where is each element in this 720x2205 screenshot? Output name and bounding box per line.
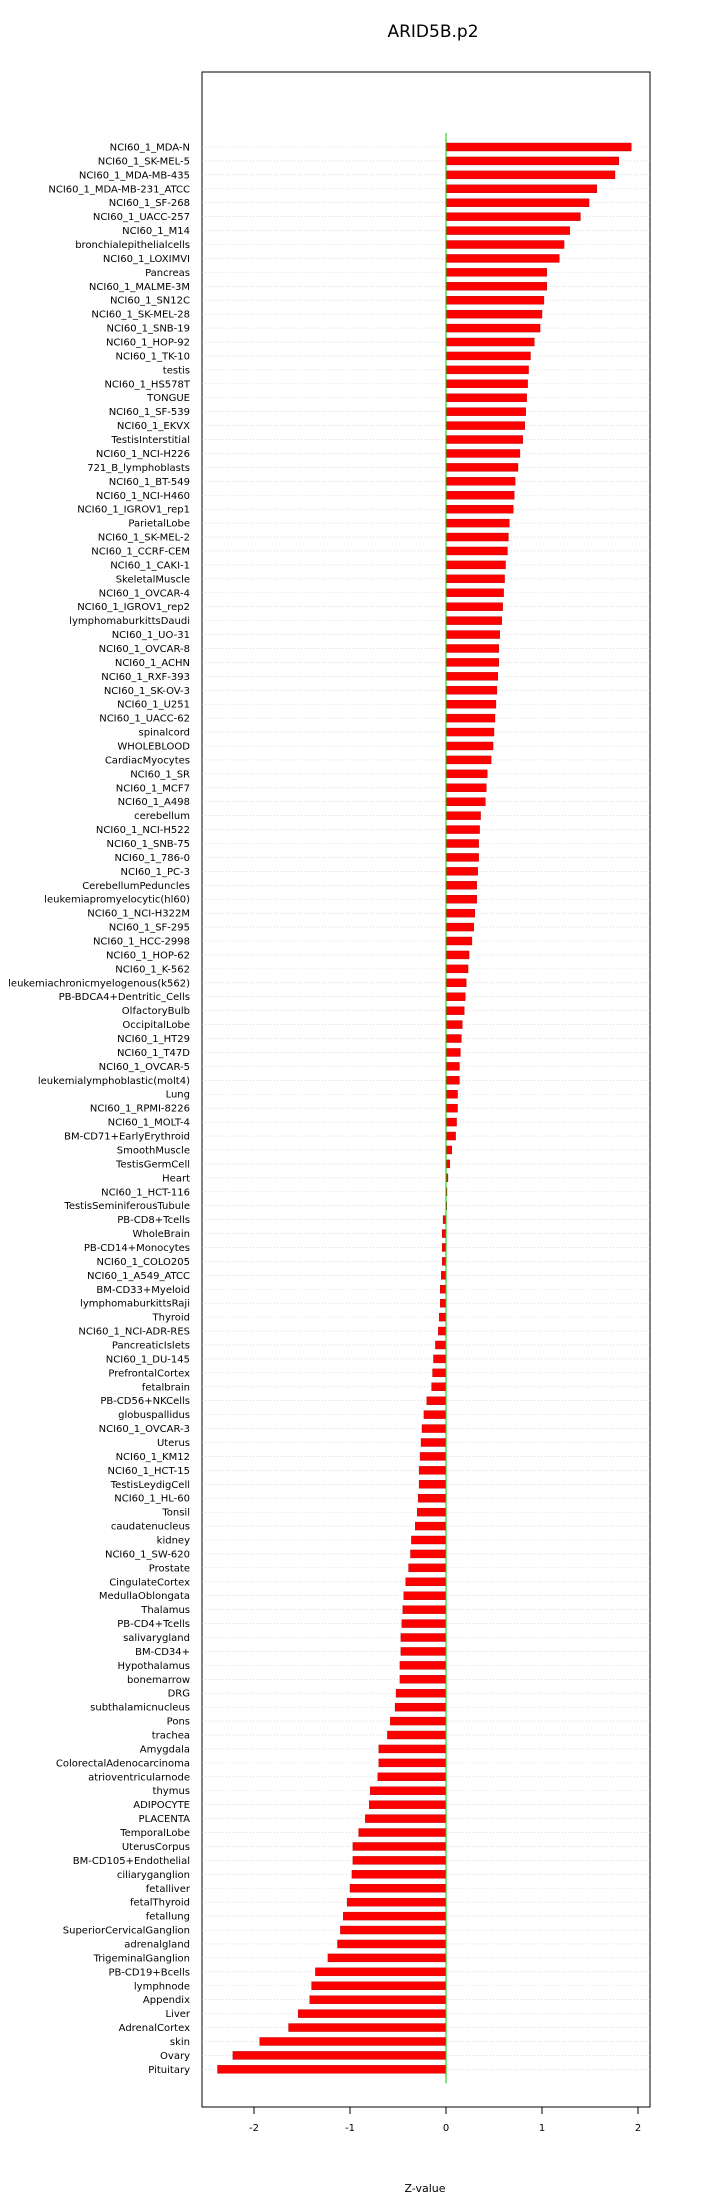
category-label: NCI60_1_A549_ATCC <box>87 1270 190 1282</box>
x-tick-label: 0 <box>442 2123 450 2134</box>
bar <box>446 547 507 555</box>
bar <box>446 631 500 639</box>
category-label: ADIPOCYTE <box>133 1800 190 1812</box>
bar <box>420 1452 446 1460</box>
category-label: Tonsil <box>162 1507 190 1519</box>
category-label: CardiacMyocytes <box>104 755 190 767</box>
category-label: PLACENTA <box>138 1814 190 1826</box>
category-label: NCI60_1_HCT-15 <box>107 1465 190 1477</box>
bar <box>446 1035 461 1043</box>
category-label: caudatenucleus <box>110 1521 190 1533</box>
bar <box>446 394 527 402</box>
bar <box>446 1076 459 1084</box>
bar <box>446 937 472 945</box>
bar <box>446 895 477 903</box>
bar <box>298 2010 446 2018</box>
bar <box>446 812 481 820</box>
bar <box>434 1355 446 1363</box>
category-label: SkeletalMuscle <box>115 574 190 586</box>
category-label: Appendix <box>142 1995 190 2007</box>
category-label: NCI60_1_HOP-62 <box>105 950 190 962</box>
category-label: spinalcord <box>138 727 190 739</box>
category-label: NCI60_1_SN12C <box>109 295 190 307</box>
category-label: NCI60_1_KM12 <box>115 1451 190 1463</box>
bar <box>422 1425 446 1433</box>
bar <box>353 1856 446 1864</box>
category-label: globuspallidus <box>118 1410 190 1422</box>
category-label: Pituitary <box>148 2064 190 2076</box>
category-label: TemporalLobe <box>120 1828 190 1840</box>
bar <box>440 1285 446 1293</box>
category-label: DRG <box>167 1688 190 1700</box>
bar <box>439 1313 446 1321</box>
category-label: PrefrontalCortex <box>108 1368 190 1380</box>
category-label: NCI60_1_HL-60 <box>114 1493 190 1505</box>
bar <box>446 742 493 750</box>
bar <box>365 1815 446 1823</box>
bar <box>446 324 540 332</box>
bar <box>312 1982 446 1990</box>
category-label: Liver <box>165 2009 190 2021</box>
bar <box>446 1118 457 1126</box>
bar <box>446 589 504 597</box>
category-label: Thyroid <box>152 1312 190 1324</box>
category-label: Heart <box>162 1173 190 1185</box>
bar <box>415 1522 446 1530</box>
bar <box>446 1007 464 1015</box>
bar <box>310 1996 446 2004</box>
category-label: NCI60_1_NCI-H460 <box>95 490 190 502</box>
bar <box>401 1634 446 1642</box>
category-label: atrioventricularnode <box>88 1772 190 1784</box>
bar <box>396 1689 446 1697</box>
category-label: NCI60_1_NCI-H226 <box>95 448 190 460</box>
bar <box>411 1536 446 1544</box>
bar <box>359 1829 446 1837</box>
category-label: NCI60_1_MDA-MB-435 <box>78 170 190 182</box>
bar <box>435 1341 446 1349</box>
category-label: WholeBrain <box>132 1229 190 1241</box>
bar <box>446 561 506 569</box>
category-label: Ovary <box>160 2050 190 2062</box>
category-label: Hypothalamus <box>117 1660 190 1672</box>
bar <box>350 1884 446 1892</box>
bar <box>446 644 499 652</box>
category-label: NCI60_1_OVCAR-3 <box>98 1424 190 1436</box>
category-labels <box>8 143 191 2076</box>
category-label: NCI60_1_ACHN <box>114 657 190 669</box>
bar <box>421 1438 446 1446</box>
bar <box>446 951 469 959</box>
category-label: NCI60_1_RPMI-8226 <box>89 1103 190 1115</box>
category-label: PB-CD4+Tcells <box>117 1619 190 1631</box>
category-label: PancreaticIslets <box>111 1340 190 1352</box>
category-label: NCI60_1_UACC-257 <box>92 212 190 224</box>
bar <box>446 422 525 430</box>
bar <box>446 853 479 861</box>
category-label: NCI60_1_SF-268 <box>108 198 190 210</box>
bar <box>446 449 520 457</box>
bar <box>446 993 465 1001</box>
bar <box>446 979 466 987</box>
bar <box>446 505 513 513</box>
category-label: NCI60_1_CCRF-CEM <box>91 546 190 558</box>
bar <box>446 1021 462 1029</box>
category-label: leukemiapromyelocytic(hl60) <box>44 894 190 906</box>
bar <box>446 700 496 708</box>
bar <box>446 408 526 416</box>
bar <box>403 1606 446 1614</box>
bar <box>446 714 495 722</box>
bar <box>438 1327 446 1335</box>
bar <box>446 463 518 471</box>
bar <box>446 603 503 611</box>
bar <box>446 282 547 290</box>
bar <box>446 254 559 262</box>
bar <box>400 1675 446 1683</box>
bar <box>446 770 487 778</box>
category-label: salivarygland <box>123 1633 190 1645</box>
category-label: PB-CD14+Monocytes <box>83 1242 190 1254</box>
category-label: NCI60_1_NCI-H322M <box>87 908 190 920</box>
category-label: NCI60_1_COLO205 <box>96 1256 190 1268</box>
category-label: TrigeminalGanglion <box>93 1953 190 1965</box>
category-label: bonemarrow <box>127 1674 190 1686</box>
bar <box>446 157 619 165</box>
category-label: Prostate <box>148 1563 190 1575</box>
category-label: leukemiachronicmyelogenous(k562) <box>8 978 190 990</box>
category-label: Thalamus <box>141 1605 190 1617</box>
category-label: NCI60_1_BT-549 <box>108 476 190 488</box>
category-label: Pancreas <box>145 267 190 279</box>
bar <box>440 1299 446 1307</box>
category-label: NCI60_1_HS578T <box>104 379 190 391</box>
bar <box>446 519 509 527</box>
category-label: Uterus <box>156 1437 190 1449</box>
x-tick-label: 2 <box>634 2123 642 2134</box>
bar <box>433 1369 446 1377</box>
bar <box>441 1271 446 1279</box>
category-label: BM-CD34+ <box>135 1646 190 1658</box>
bar <box>387 1731 446 1739</box>
category-label: NCI60_1_SK-OV-3 <box>103 685 190 697</box>
bar <box>442 1257 446 1265</box>
bar <box>446 1160 450 1168</box>
category-label: bronchialepithelialcells <box>75 240 190 252</box>
bar <box>442 1243 446 1251</box>
chart-title: ARID5B.p2 <box>387 22 479 42</box>
category-label: PB-CD56+NKCells <box>100 1396 190 1408</box>
bar <box>378 1773 446 1781</box>
category-label: PB-CD8+Tcells <box>117 1215 190 1227</box>
category-label: Lung <box>165 1089 190 1101</box>
bar <box>446 185 597 193</box>
category-label: SuperiorCervicalGanglion <box>62 1925 190 1937</box>
bar <box>419 1466 446 1474</box>
bar <box>446 617 502 625</box>
bar <box>446 798 485 806</box>
bar <box>338 1940 446 1948</box>
bar <box>442 1230 446 1238</box>
category-label: fetallung <box>145 1911 190 1923</box>
category-label: OccipitalLobe <box>122 1020 190 1032</box>
category-label: TONGUE <box>147 393 190 405</box>
category-label: cerebellum <box>134 811 190 823</box>
category-label: NCI60_1_M14 <box>122 226 190 238</box>
bar <box>446 296 544 304</box>
category-label: TestisLeydigCell <box>110 1479 190 1491</box>
bar <box>446 784 486 792</box>
category-label: BM-CD33+Myeloid <box>96 1284 190 1296</box>
category-label: Amygdala <box>139 1744 190 1756</box>
bar <box>446 1090 458 1098</box>
bar <box>418 1494 446 1502</box>
bar <box>446 575 505 583</box>
bar <box>404 1592 446 1600</box>
category-label: ParietalLobe <box>128 518 190 530</box>
category-label: NCI60_1_SR <box>130 769 190 781</box>
bar <box>370 1787 446 1795</box>
bar <box>260 2037 446 2045</box>
bar <box>432 1383 446 1391</box>
category-label: NCI60_1_DU-145 <box>105 1354 190 1366</box>
category-label: NCI60_1_PC-3 <box>120 866 190 878</box>
category-label: TestisInterstitial <box>111 435 190 447</box>
category-label: NCI60_1_UO-31 <box>111 630 190 642</box>
bar <box>446 352 530 360</box>
category-label: OlfactoryBulb <box>121 1006 190 1018</box>
bar <box>446 241 564 249</box>
category-label: NCI60_1_MALME-3M <box>88 281 190 293</box>
category-label: NCI60_1_U251 <box>117 699 190 711</box>
category-label: fetalliver <box>145 1883 190 1895</box>
bar <box>369 1801 446 1809</box>
category-label: lymphomaburkittsRaji <box>80 1298 190 1310</box>
category-label: NCI60_1_HT29 <box>117 1034 190 1046</box>
category-label: CerebellumPeduncles <box>82 880 190 892</box>
category-label: lymphnode <box>133 1981 190 1993</box>
bar <box>446 338 534 346</box>
category-label: NCI60_1_MOLT-4 <box>107 1117 190 1129</box>
bar <box>390 1717 446 1725</box>
category-label: BM-CD105+Endothelial <box>72 1855 190 1867</box>
x-tick-label: -1 <box>345 2123 355 2134</box>
category-label: NCI60_1_T47D <box>116 1047 190 1059</box>
bar <box>446 199 589 207</box>
category-label: TestisGermCell <box>116 1159 190 1171</box>
bar <box>446 227 570 235</box>
category-label: PB-BDCA4+Dentritic_Cells <box>58 992 190 1004</box>
bar <box>446 1132 456 1140</box>
x-axis <box>249 2107 641 2134</box>
category-label: NCI60_1_UACC-62 <box>99 713 190 725</box>
bar <box>379 1745 446 1753</box>
bar <box>379 1759 446 1767</box>
x-tick-label: -2 <box>249 2123 259 2134</box>
bar <box>446 965 468 973</box>
category-label: NCI60_1_TK-10 <box>115 351 190 363</box>
category-label: WHOLEBLOOD <box>117 741 190 753</box>
bar <box>446 366 529 374</box>
category-label: NCI60_1_OVCAR-5 <box>98 1061 190 1073</box>
category-label: NCI60_1_A498 <box>117 797 190 809</box>
category-label: NCI60_1_HCC-2998 <box>92 936 190 948</box>
bar <box>343 1912 446 1920</box>
category-label: SmoothMuscle <box>116 1145 190 1157</box>
category-label: leukemialymphoblastic(molt4) <box>37 1075 190 1087</box>
category-label: thymus <box>152 1786 190 1798</box>
bar <box>446 533 508 541</box>
bar <box>446 1048 460 1056</box>
category-label: NCI60_1_SF-539 <box>108 407 190 419</box>
category-label: BM-CD71+EarlyErythroid <box>64 1131 190 1143</box>
bar <box>401 1647 446 1655</box>
bar <box>446 380 528 388</box>
bar <box>446 672 498 680</box>
bar <box>446 477 515 485</box>
bar <box>446 310 542 318</box>
category-label: NCI60_1_SF-295 <box>108 922 190 934</box>
bar <box>395 1703 446 1711</box>
bar <box>446 491 514 499</box>
x-tick-label: 1 <box>538 2123 546 2134</box>
category-label: NCI60_1_CAKI-1 <box>110 560 190 572</box>
category-label: NCI60_1_SK-MEL-28 <box>91 309 190 321</box>
category-label: NCI60_1_K-562 <box>115 964 190 976</box>
category-label: subthalamicnucleus <box>90 1702 190 1714</box>
category-label: fetalbrain <box>141 1382 190 1394</box>
category-label: NCI60_1_HCT-116 <box>101 1187 190 1199</box>
category-label: NCI60_1_LOXIMVI <box>102 253 190 265</box>
category-label: TestisSeminiferousTubule <box>64 1201 190 1213</box>
category-label: MedullaOblongata <box>98 1591 190 1603</box>
category-label: NCI60_1_SK-MEL-5 <box>97 156 190 168</box>
category-label: NCI60_1_RXF-393 <box>101 671 190 683</box>
bar <box>328 1954 446 1962</box>
category-label: NCI60_1_IGROV1_rep1 <box>77 504 190 516</box>
bar <box>340 1926 446 1934</box>
bar <box>417 1508 446 1516</box>
bar <box>446 923 474 931</box>
bar <box>353 1842 446 1850</box>
bar <box>446 1062 459 1070</box>
bar <box>315 1968 446 1976</box>
category-label: Pons <box>166 1716 190 1728</box>
bar <box>446 686 497 694</box>
bar <box>347 1898 446 1906</box>
category-label: NCI60_1_HOP-92 <box>105 337 190 349</box>
bar <box>406 1578 446 1586</box>
category-label: skin <box>169 2036 190 2048</box>
bar <box>446 826 480 834</box>
bar <box>410 1550 446 1558</box>
category-label: NCI60_1_EKVX <box>116 421 190 433</box>
bar <box>446 1104 458 1112</box>
bar <box>424 1411 446 1419</box>
category-label: 721_B_lymphoblasts <box>87 462 190 474</box>
bar <box>233 2051 446 2059</box>
category-label: testis <box>162 365 190 377</box>
bar <box>446 881 477 889</box>
category-label: ColorectalAdenocarcinoma <box>55 1758 190 1770</box>
category-label: lymphomaburkittsDaudi <box>69 616 190 628</box>
bar <box>352 1870 446 1878</box>
category-label: UterusCorpus <box>121 1841 190 1853</box>
bar <box>446 171 615 179</box>
category-label: AdrenalCortex <box>118 2023 190 2035</box>
category-label: kidney <box>156 1535 190 1547</box>
bar <box>446 658 499 666</box>
bar <box>289 2024 446 2032</box>
bar <box>446 436 523 444</box>
bar <box>446 1146 452 1154</box>
category-label: NCI60_1_NCI-H522 <box>95 825 190 837</box>
category-label: NCI60_1_SNB-75 <box>106 839 190 850</box>
bar <box>446 728 494 736</box>
category-label: NCI60_1_OVCAR-4 <box>98 588 190 600</box>
bar <box>446 143 631 151</box>
bar <box>419 1480 446 1488</box>
bar <box>218 2065 446 2073</box>
bar <box>446 840 479 848</box>
category-label: NCI60_1_NCI-ADR-RES <box>78 1326 190 1338</box>
category-label: NCI60_1_SW-620 <box>104 1549 190 1561</box>
category-label: CingulateCortex <box>109 1577 190 1589</box>
bar <box>446 268 547 276</box>
category-label: NCI60_1_SK-MEL-2 <box>97 532 190 544</box>
bar <box>400 1661 446 1669</box>
category-label: NCI60_1_SNB-19 <box>106 323 190 335</box>
category-label: NCI60_1_MDA-N <box>109 142 190 154</box>
bar <box>409 1564 446 1572</box>
category-label: NCI60_1_MCF7 <box>115 783 190 795</box>
x-axis-label: Z-value <box>404 2182 446 2195</box>
bar <box>427 1397 446 1405</box>
category-label: fetalThyroid <box>130 1897 190 1909</box>
category-label: NCI60_1_IGROV1_rep2 <box>77 602 190 614</box>
category-label: ciliaryganglion <box>116 1869 190 1881</box>
category-label: PB-CD19+Bcells <box>108 1967 190 1979</box>
category-label: NCI60_1_OVCAR-8 <box>98 643 190 655</box>
category-label: NCI60_1_786-0 <box>114 852 190 864</box>
category-label: adrenalgland <box>124 1939 190 1951</box>
bar <box>446 867 478 875</box>
bar <box>446 213 580 221</box>
bar <box>446 756 491 764</box>
category-label: trachea <box>151 1730 190 1742</box>
bar <box>446 909 475 917</box>
bar <box>402 1620 446 1628</box>
category-label: NCI60_1_MDA-MB-231_ATCC <box>48 184 190 196</box>
